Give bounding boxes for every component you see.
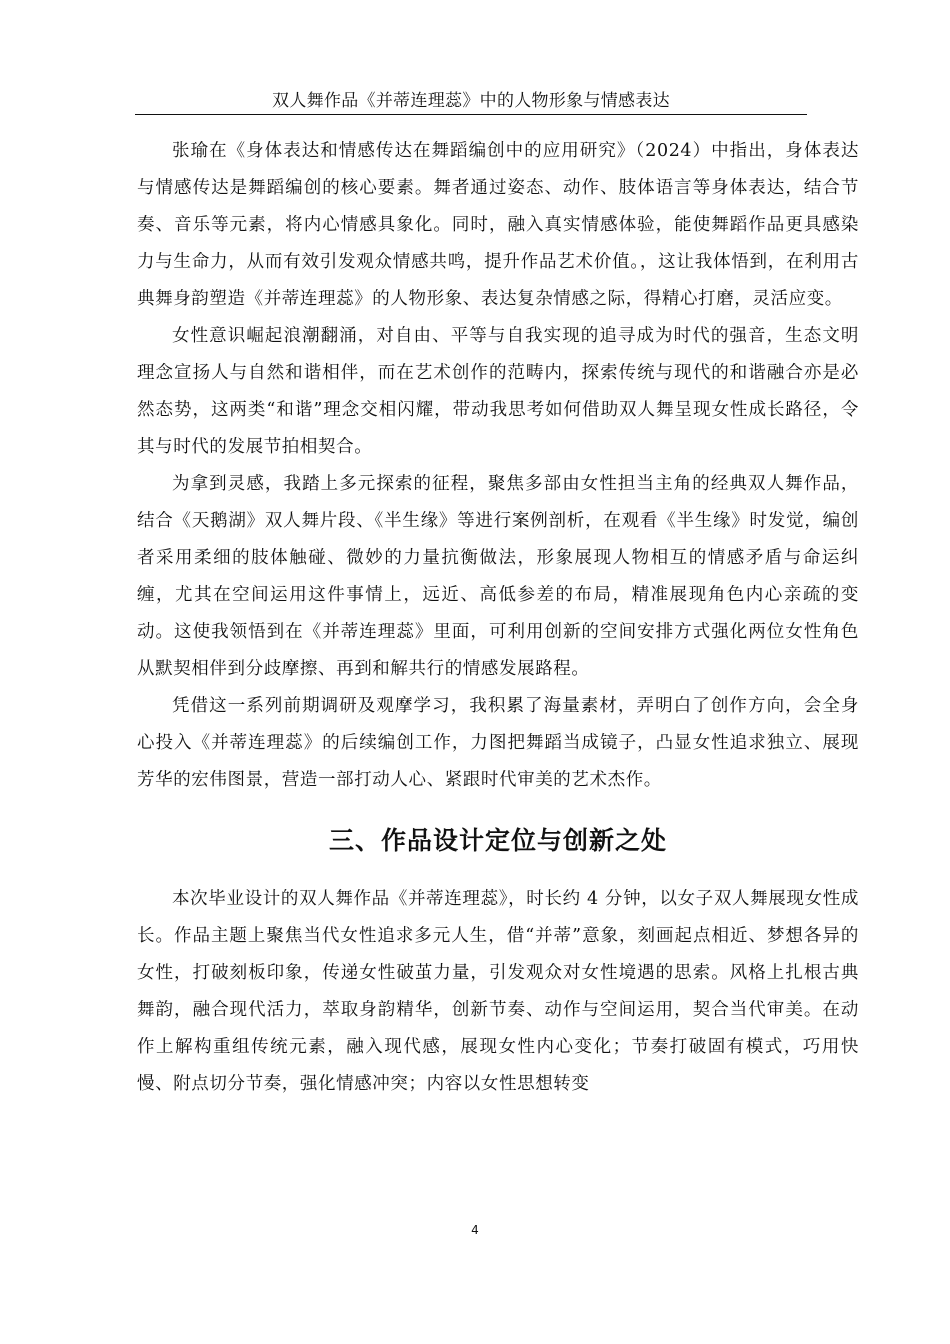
body-paragraph-1: 张瑜在《身体表达和情感传达在舞蹈编创中的应用研究》（2024）中指出，身体表达与情感传达是舞蹈编创的核心要素。舞者通过姿态、动作、肢体语言等身体表达，结合节奏、音乐等元素，将内心情感具象化。同时，融入真实情感体验，能使舞蹈作品更具感染力与生命力，从而有效引发观众情感共鸣，提升作品艺术价值。，这让我体悟到，在利用古典舞身韵塑造《并蒂连理蕊》的人物形象、表达复杂情感之际，得精心打磨，灵活应变。 (137, 141, 859, 309)
section-heading: 三、作品设计定位与创新之处 (328, 826, 667, 855)
section-paragraph: 本次毕业设计的双人舞作品《并蒂连理蕊》，时长约 4 分钟，以女子双人舞展现女性成长。作品主题上聚焦当代女性追求多元人生，借“并蒂”意象，刻画起点相近、梦想各异的女性，打破刻板印象，传递女性破茧力量，引发观众对女性境遇的思索。风格上扎根古典舞韵，融合现代活力，萃取身韵精华，创新节奏、动作与空间运用，契合当代审美。在动作上解构重组传统元素，融入现代感，展现女性内心变化；节奏打破固有模式，巧用快慢、附点切分节奏，强化情感冲突；内容以女性思想转变 (137, 889, 859, 1094)
running-header-title: 双人舞作品《并蒂连理蕊》中的人物形象与情感表达 (135, 88, 807, 115)
page-number: 4 (471, 1223, 479, 1237)
body-text (137, 133, 859, 1103)
body-paragraph-2: 女性意识崛起浪潮翻涌，对自由、平等与自我实现的追寻成为时代的强音，生态文明理念宣扬人与自然和谐相伴，而在艺术创作的范畴内，探索传统与现代的和谐融合亦是必然态势，这两类“和谐”理念交相闪耀，带动我思考如何借助双人舞呈现女性成长路径，令其与时代的发展节拍相契合。 (137, 326, 859, 457)
body-paragraph-4: 凭借这一系列前期调研及观摩学习，我积累了海量素材，弄明白了创作方向，会全身心投入《并蒂连理蕊》的后续编创工作，力图把舞蹈当成镜子，凸显女性追求独立、展现芳华的宏伟图景，营造一部打动人心、紧跟时代审美的艺术杰作。 (137, 696, 859, 790)
body-paragraph-3: 为拿到灵感，我踏上多元探索的征程，聚焦多部由女性担当主角的经典双人舞作品，结合《天鹅湖》双人舞片段、《半生缘》等进行案例剖析，在观看《半生缘》时发觉，编创者采用柔细的肢体触碰、微妙的力量抗衡做法，形象展现人物相互的情感矛盾与命运纠缠，尤其在空间运用这件事情上，远近、高低参差的布局，精准展现角色内心亲疏的变动。这使我领悟到在《并蒂连理蕊》里面，可利用创新的空间安排方式强化两位女性角色从默契相伴到分歧摩擦、再到和解共行的情感发展路程。 (137, 474, 859, 679)
